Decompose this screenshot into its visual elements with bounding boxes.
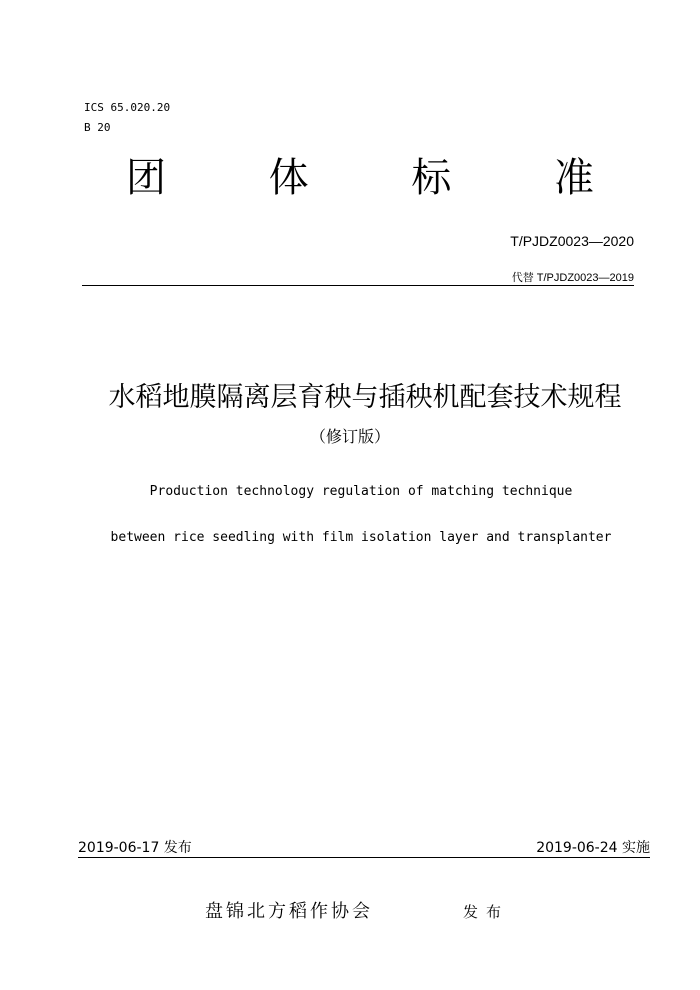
ics-code: ICS 65.020.20 xyxy=(84,101,171,114)
ccs-code: B 20 xyxy=(84,121,111,134)
english-title-line-2: between rice seedling with film isolation layer and transplanter xyxy=(110,530,612,545)
publisher-name: 盘锦北方稻作协会 xyxy=(205,901,373,922)
standard-type-char-3: 标 xyxy=(411,155,452,201)
english-title-line-1: Production technology regulation of matching technique xyxy=(149,484,573,499)
edition-note: （修订版） xyxy=(309,427,390,446)
standard-type-char-2: 体 xyxy=(268,155,309,201)
standard-type-char-4: 准 xyxy=(553,155,594,201)
chinese-title: 水稻地膜隔离层育秧与插秧机配套技术规程 xyxy=(108,382,622,413)
effective-date: 2019-06-24 实施 xyxy=(536,840,650,856)
replaces-standard: 代替 T/PJDZ0023—2019 xyxy=(511,272,634,284)
standard-type-char-1: 团 xyxy=(126,155,166,201)
header-divider xyxy=(82,285,634,286)
issue-label: 发布 xyxy=(463,903,510,921)
standard-number: T/PJDZ0023—2020 xyxy=(510,233,634,249)
standard-type-title xyxy=(110,150,610,210)
publish-date: 2019-06-17 发布 xyxy=(78,840,192,856)
footer-divider xyxy=(78,857,650,858)
